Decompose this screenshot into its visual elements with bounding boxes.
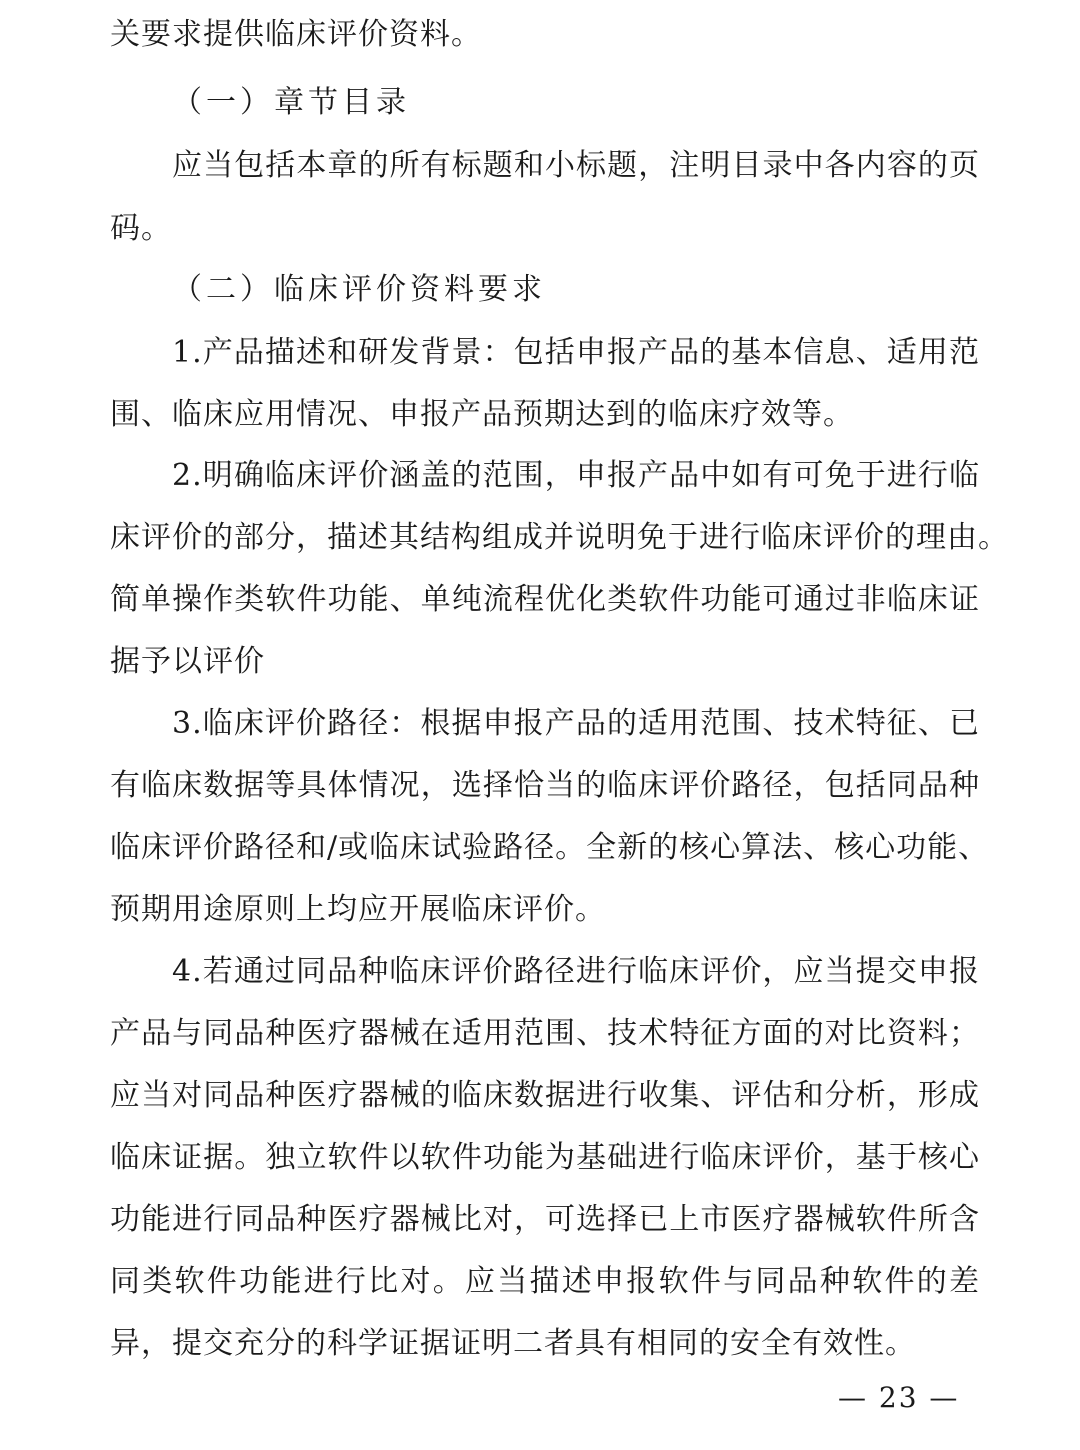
text-line: 应当包括本章的所有标题和小标题，注明目录中各内容的页 <box>172 148 980 183</box>
text-line: 4.若通过同品种临床评价路径进行临床评价，应当提交申报 <box>172 954 980 989</box>
section-heading: （一）章节目录 <box>172 85 410 120</box>
text-line: 2.明确临床评价涵盖的范围，申报产品中如有可免于进行临 <box>172 458 980 493</box>
text-line: 预期用途原则上均应开展临床评价。 <box>110 892 606 927</box>
text-line: 关要求提供临床评价资料。 <box>110 17 482 52</box>
text-line: 围、临床应用情况、申报产品预期达到的临床疗效等。 <box>110 397 854 432</box>
text-line: 异，提交充分的科学证据证明二者具有相同的安全有效性。 <box>110 1326 916 1361</box>
text-line: 据予以评价 <box>110 644 265 679</box>
text-line: 同类软件功能进行比对。应当描述申报软件与同品种软件的差 <box>110 1264 980 1299</box>
section-heading: （二）临床评价资料要求 <box>172 272 546 307</box>
text-line: 临床证据。独立软件以软件功能为基础进行临床评价，基于核心 <box>110 1140 980 1175</box>
text-line: 有临床数据等具体情况，选择恰当的临床评价路径，包括同品种 <box>110 768 980 803</box>
text-line: 1.产品描述和研发背景：包括申报产品的基本信息、适用范 <box>172 335 980 370</box>
text-line: 应当对同品种医疗器械的临床数据进行收集、评估和分析，形成 <box>110 1078 980 1113</box>
text-line: 码。 <box>110 211 172 246</box>
text-line: 床评价的部分，描述其结构组成并说明免于进行临床评价的理由。 <box>110 520 1009 555</box>
page-number: — 23 — <box>838 1381 960 1414</box>
text-line: 功能进行同品种医疗器械比对，可选择已上市医疗器械软件所含 <box>110 1202 980 1237</box>
text-line: 产品与同品种医疗器械在适用范围、技术特征方面的对比资料； <box>110 1016 980 1051</box>
text-line: 临床评价路径和/或临床试验路径。全新的核心算法、核心功能、 <box>110 830 990 865</box>
text-line: 简单操作类软件功能、单纯流程优化类软件功能可通过非临床证 <box>110 582 980 617</box>
text-line: 3.临床评价路径：根据申报产品的适用范围、技术特征、已 <box>172 706 980 741</box>
